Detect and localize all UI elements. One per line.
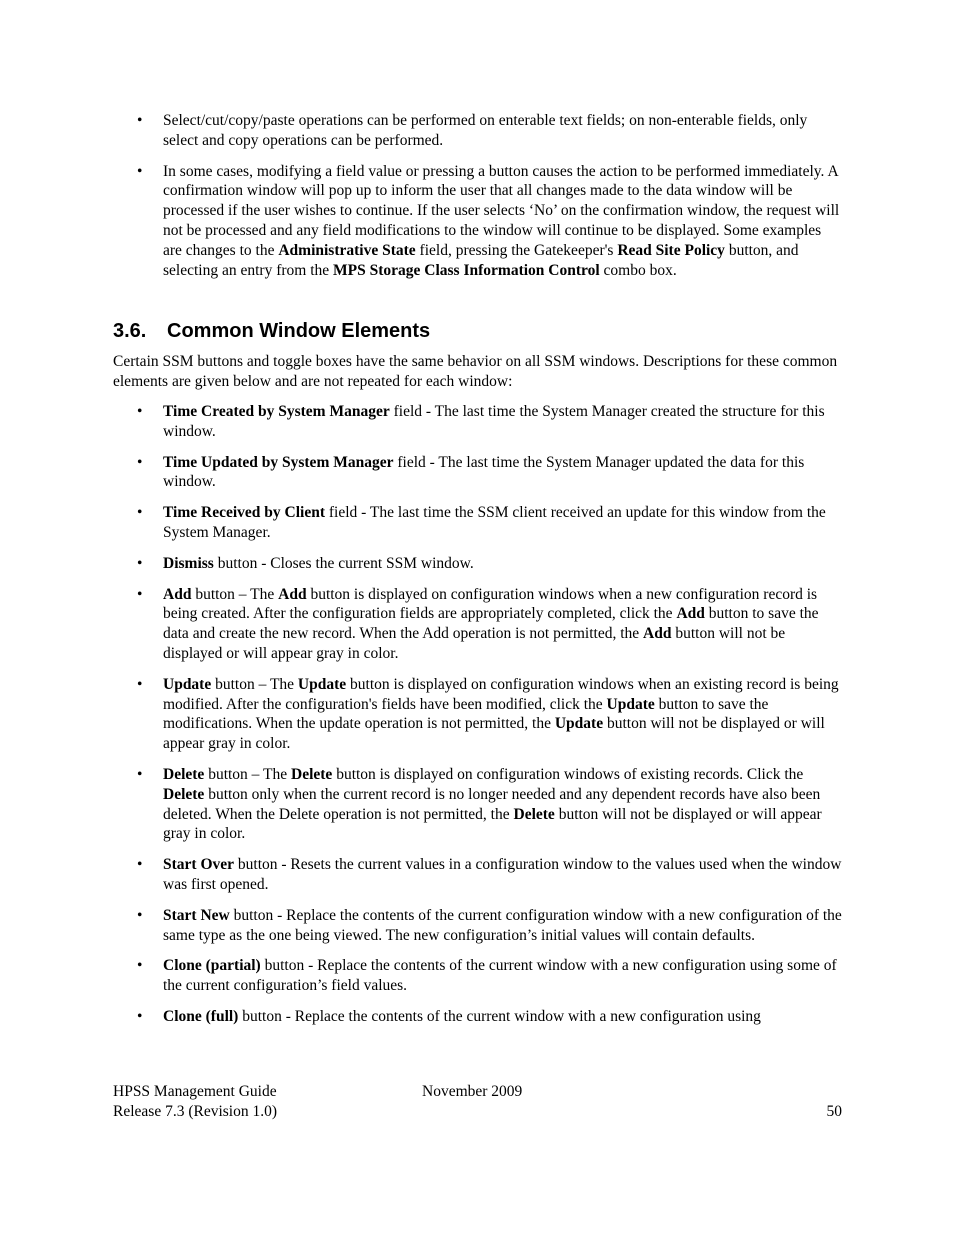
text-run: button – The: [211, 675, 298, 693]
bold-term: Delete: [163, 785, 205, 803]
section-title: Common Window Elements: [167, 320, 431, 342]
bold-term: Add: [163, 585, 192, 603]
bold-term: Add: [676, 605, 705, 623]
section-intro: Certain SSM buttons and toggle boxes have the same behavior on all SSM windows. Descriptions for these common elements are given below and are not repeated for each window:: [113, 353, 838, 390]
section-number: 3.6.: [113, 320, 147, 342]
bold-term: Add: [278, 585, 307, 603]
footer-date: November 2009: [422, 1083, 523, 1100]
text-run: button only when the current record is no longer needed and any dependent records have also been deleted. When the Delete operation is not permitted, the: [163, 785, 821, 823]
text-run: button - Replace the contents of the current window with a new configuration using: [238, 1007, 761, 1025]
footer-left: [113, 1082, 277, 1122]
text-run: button – The: [191, 585, 279, 603]
bullet-glyph: •: [137, 504, 143, 522]
list-item: [113, 956, 843, 996]
bold-term: Delete: [291, 765, 333, 783]
text-run: button will not be displayed or will appear gray in color.: [163, 715, 825, 753]
list-item: [113, 1007, 843, 1027]
bullet-glyph: •: [137, 675, 143, 693]
bold-term: Time Created by System Manager: [163, 403, 390, 420]
list-item: [113, 765, 843, 844]
bullet-glyph: •: [137, 453, 143, 471]
list-item: [113, 402, 843, 442]
bold-term: Clone (full): [163, 1007, 239, 1025]
text-run: button - Replace the contents of the current configuration window with a new configuration of the same type as the one being viewed. The new configuration’s initial values will contain defaults.: [163, 906, 842, 944]
bullet-glyph: •: [137, 957, 143, 975]
bullet-glyph: •: [137, 554, 143, 572]
bold-term: Update: [297, 675, 347, 693]
text-run: field - The last time the System Manager updated the data for this window.: [163, 453, 805, 491]
text-run: field - The last time the System Manager created the structure for this window.: [163, 403, 825, 440]
bold-term: Start New: [163, 906, 230, 924]
text-run: button – The: [204, 765, 291, 783]
bullet-glyph: •: [137, 403, 143, 420]
list-item: [113, 111, 843, 151]
bold-term: Delete: [513, 805, 555, 823]
bold-term: Update: [163, 675, 212, 693]
footer-release: Release 7.3 (Revision 1.0): [113, 1102, 278, 1120]
bold-term: Administrative State: [278, 241, 416, 259]
bold-term: Start Over: [163, 856, 235, 874]
bold-term: Delete: [163, 765, 205, 783]
bullet-glyph: •: [137, 906, 143, 924]
footer-page-number: 50: [826, 1103, 842, 1120]
text-run: field - The last time the SSM client received an update for this window from the System Manager.: [163, 504, 826, 541]
text-run: button is displayed on configuration windows when an existing record is being modified. After the configuration's fields have been modified, click the: [163, 675, 839, 713]
footer-guide-title: HPSS Management Guide: [113, 1083, 277, 1100]
bold-term: Time Received by Client: [163, 504, 326, 522]
list-item: [113, 855, 843, 895]
text-run: button is displayed on configuration windows when a new configuration record is being created. After the configuration fields are appropriately completed, click the: [163, 585, 818, 623]
text-run: button will not be displayed or will appear gray in color.: [163, 805, 822, 843]
list-item: [113, 906, 843, 946]
bold-term: Update: [606, 695, 655, 713]
text-run: button to save the modifications. When the update operation is not permitted, the: [163, 695, 769, 733]
bold-term: Add: [643, 625, 672, 643]
list-item: [113, 585, 843, 664]
list-item: [113, 554, 843, 574]
text-run: button will not be displayed or will appear gray in color.: [163, 625, 786, 662]
bullet-glyph: •: [137, 585, 143, 603]
text-run: button - Replace the contents of the current window with a new configuration using some of the current configuration’s field values.: [163, 957, 837, 995]
bold-term: Time Updated by System Manager: [163, 453, 394, 471]
bullet-glyph: •: [137, 1007, 143, 1025]
bold-term: Read Site Policy: [617, 241, 725, 259]
text-run: In some cases, modifying a field value or pressing a button causes the action to be performed immediately. A confirmation window will pop up to inform the user that all changes made to the data window will be processed if the user wishes to continue. If the user selects ‘No’ on the confirmation window, the request will not be processed and any field modifications to the window will continue to be displayed. Some examples are changes to the: [163, 162, 840, 259]
text-run: Select/cut/copy/paste operations can be performed on enterable text fields; on non-enterable fields, only select and copy operations can be performed.: [163, 112, 808, 149]
text-run: button - Closes the current SSM window.: [213, 554, 474, 572]
text-run: field, pressing the Gatekeeper's: [415, 241, 618, 259]
bold-term: Dismiss: [163, 554, 214, 572]
text-run: button, and selecting an entry from the: [163, 241, 799, 279]
bold-term: MPS Storage Class Information Control: [333, 261, 600, 279]
bold-term: Clone (partial): [163, 957, 261, 975]
text-run: button is displayed on configuration windows of existing records. Click the: [332, 765, 804, 783]
bullet-glyph: •: [137, 112, 143, 129]
list-item: [113, 453, 843, 493]
text-run: combo box.: [599, 261, 677, 279]
section-heading: [113, 318, 430, 344]
bold-term: Update: [554, 715, 604, 733]
list-item: [113, 162, 843, 281]
text-run: button to save the data and create the new record. When the Add operation is not permitted, the: [163, 605, 819, 643]
text-run: button - Resets the current values in a configuration window to the values used when the window was first opened.: [163, 856, 842, 893]
top-bullet-list: [113, 111, 843, 291]
bullet-glyph: •: [137, 765, 143, 783]
list-item: [113, 503, 843, 543]
list-item: [113, 675, 843, 754]
bullet-glyph: •: [137, 856, 143, 874]
common-elements-list: [113, 402, 843, 1038]
bullet-glyph: •: [137, 162, 143, 180]
